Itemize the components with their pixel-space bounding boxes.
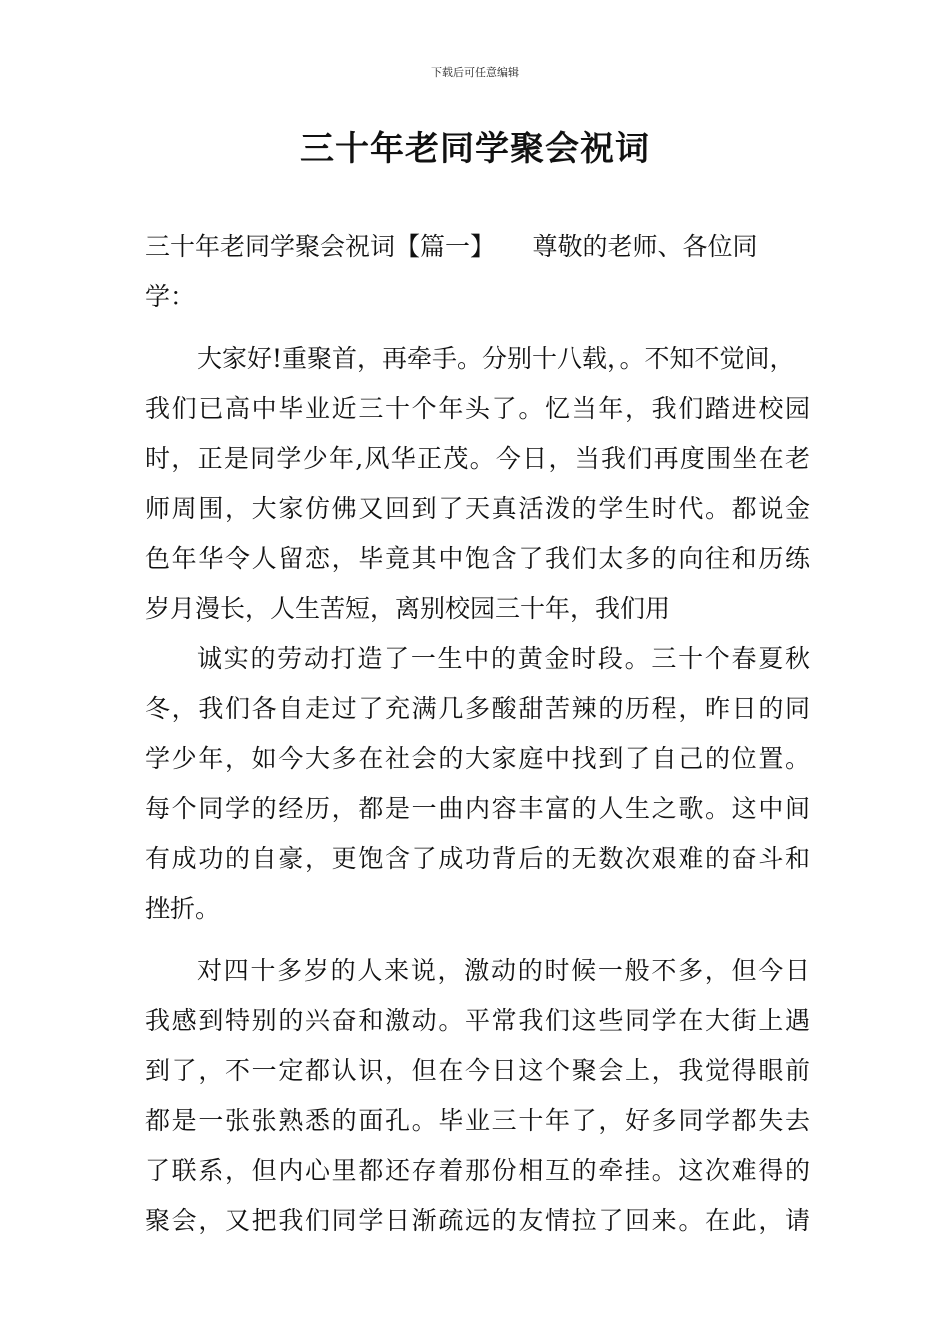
body-text-line: 聚会，又把我们同学日渐疏远的友情拉了回来。在此，请 bbox=[145, 1206, 810, 1235]
body-text-line: 我感到特别的兴奋和激动。平常我们这些同学在大街上遇 bbox=[145, 1006, 810, 1035]
paragraph-gap bbox=[145, 934, 810, 946]
document-body bbox=[145, 222, 810, 1246]
header-note: 下载后可任意编辑 bbox=[431, 66, 519, 79]
body-text-line: 到了，不一定都认识，但在今日这个聚会上，我觉得眼前 bbox=[145, 1056, 810, 1085]
body-text-line: 都是一张张熟悉的面孔。毕业三十年了，好多同学都失去 bbox=[145, 1106, 810, 1135]
body-text-line: 对四十多岁的人来说，激动的时候一般不多，但今日 bbox=[197, 956, 810, 985]
body-text-line: 冬，我们各自走过了充满几多酸甜苦辣的历程，昨日的同 bbox=[145, 694, 810, 723]
document-title: 三十年老同学聚会祝词 bbox=[300, 129, 650, 169]
body-text-line: 诚实的劳动打造了一生中的黄金时段。三十个春夏秋 bbox=[197, 644, 810, 673]
body-text-line: 每个同学的经历，都是一曲内容丰富的人生之歌。这中间 bbox=[145, 794, 810, 823]
body-text-line: 三十年老同学聚会祝词【篇一】 尊敬的老师、各位同 bbox=[145, 232, 758, 261]
body-text-line: 时，正是同学少年,风华正茂。今日，当我们再度围坐在老 bbox=[145, 444, 810, 473]
body-text-line: 学： bbox=[145, 282, 196, 311]
body-text-line: 大家好!重聚首，再牵手。分别十八载，。不知不觉间， bbox=[197, 344, 795, 373]
paragraph-gap bbox=[145, 322, 810, 334]
body-text-line: 色年华令人留恋，毕竟其中饱含了我们太多的向往和历练 bbox=[145, 544, 810, 573]
body-text-line: 有成功的自豪，更饱含了成功背后的无数次艰难的奋斗和 bbox=[145, 844, 810, 873]
body-text-line: 师周围，大家仿佛又回到了天真活泼的学生时代。都说金 bbox=[145, 494, 810, 523]
body-text-line: 挫折。 bbox=[145, 894, 221, 923]
body-text-line: 了联系，但内心里都还存着那份相互的牵挂。这次难得的 bbox=[145, 1156, 810, 1185]
body-text-line: 我们已高中毕业近三十个年头了。忆当年，我们踏进校园 bbox=[145, 394, 810, 423]
body-text-line: 学少年，如今大多在社会的大家庭中找到了自己的位置。 bbox=[145, 744, 810, 773]
body-text-line: 岁月漫长，人生苦短，离别校园三十年，我们用 bbox=[145, 594, 671, 623]
